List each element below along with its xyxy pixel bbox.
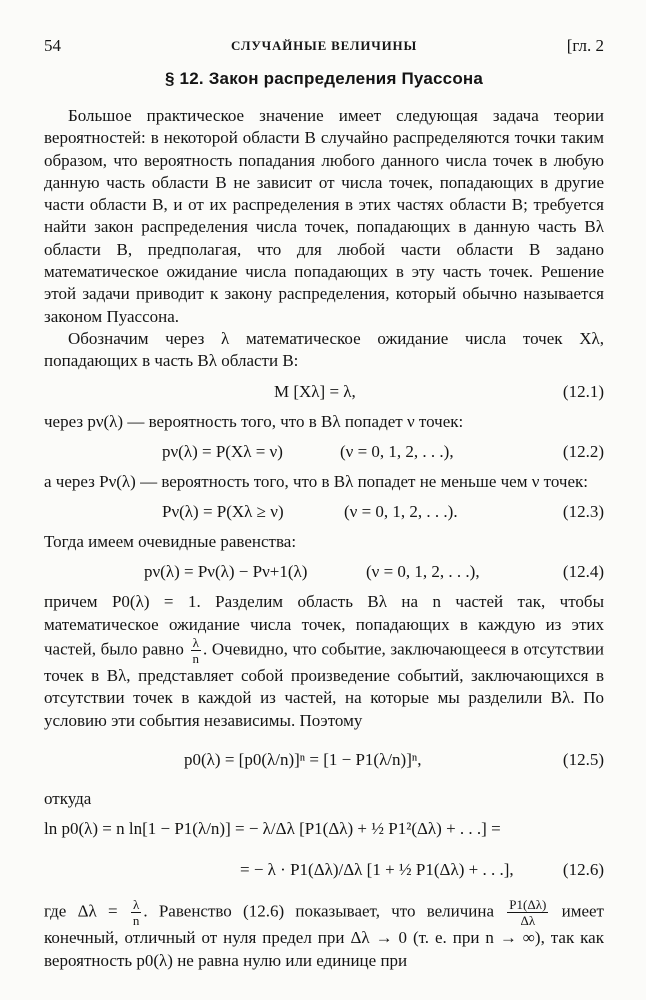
paragraph-8-start: где Δλ = xyxy=(44,901,118,921)
equation-formula: Pν(λ) = P(Xλ ≥ ν) xyxy=(162,502,284,522)
equation-12-4 xyxy=(44,559,604,585)
lambda-over-n-fraction-2: $\frac{\lambda}{n}$ xyxy=(132,897,140,929)
equation-formula: pν(λ) = P(Xλ = ν) xyxy=(162,441,283,461)
paragraph-4: а через Pν(λ) — вероятность того, что в Bλ попадет не меньше чем ν точек: xyxy=(44,471,589,491)
paragraph-8 xyxy=(44,898,604,972)
equation-formula: = − λ · P1(Δλ)/Δλ [1 + ½ P1(Δλ) + . . .], xyxy=(240,860,514,880)
equation-12-2 xyxy=(44,439,604,465)
paragraph-5: Тогда имеем очевидные равенства: xyxy=(44,532,297,552)
paragraph-1: Большое практическое значение имеет следующая задача теории вероятностей: в некоторой области B случайно распределяются точки таким образом, что вероятность попадания любого данного числа точек в любую данную часть области B не зависит от числа точек, попадающих в другие части области B, и от их распределения в этих частях области B; требуется найти закон распределения числа точек, попадающих в данную часть Bλ области B, предполагая, что для любой части области B задано математическое ожидание числа попадающих в эту часть точек. Решение этой задачи приводит к закону распределения, который обычно называется законом Пуассона. xyxy=(44,106,604,326)
equation-condition: (ν = 0, 1, 2, . . .), xyxy=(366,562,480,582)
equation-condition: (ν = 0, 1, 2, . . .), xyxy=(340,441,454,461)
running-header xyxy=(44,36,604,60)
equation-number: (12.1) xyxy=(562,381,604,401)
equation-condition: (ν = 0, 1, 2, . . .). xyxy=(344,502,458,522)
lambda-over-n-fraction: $\frac{\lambda}{n}$ xyxy=(192,635,200,667)
paragraph-8-middle: . Равенство (12.6) показывает, что величина xyxy=(143,901,495,921)
running-title: СЛУЧАЙНЫЕ ВЕЛИЧИНЫ xyxy=(230,38,418,53)
equation-number: (12.5) xyxy=(562,749,604,769)
page-number: 54 xyxy=(44,36,61,55)
equation-formula: p0(λ) = [p0(λ/n)]ⁿ = [1 − P1(λ/n)]ⁿ, xyxy=(184,749,422,769)
section-title: § 12. Закон распределения Пуассона xyxy=(164,69,484,88)
equation-12-5 xyxy=(44,738,604,782)
chapter-label: [гл. 2 xyxy=(566,36,604,55)
paragraph-7: откуда xyxy=(44,788,92,808)
paragraph-6-start: причем P0(λ) = 1. Разделим область Bλ на n частей так, чтобы математическое ожидание числа точек, попадающих в каждую из этих частей, было равно xyxy=(44,592,604,659)
equation-formula: M [Xλ] = λ, xyxy=(274,381,356,401)
paragraph-2: Обозначим через λ математическое ожидание числа точек Xλ, попадающих в часть Bλ области B: xyxy=(44,328,604,371)
page xyxy=(44,36,604,972)
paragraph-6-end: . Очевидно, что событие, заключающееся в отсутствии точек в Bλ, представляет собой произведение событий, заключающихся в отсутствии точек в каждой из частей, на которые мы разделили Bλ. По условию эти события независимы. Поэтому xyxy=(44,639,605,730)
equation-number: (12.2) xyxy=(562,441,604,461)
equation-12-1 xyxy=(44,379,604,405)
paragraph-6 xyxy=(44,591,604,731)
equation-formula: ln p0(λ) = n ln[1 − P1(λ/n)] = − λ/Δλ [P1(Δλ) + ½ P1²(Δλ) + . . .] = xyxy=(44,819,501,839)
equation-12-6-line-2 xyxy=(44,848,604,892)
equation-number: (12.3) xyxy=(562,502,604,522)
paragraph-8-end: имеет конечный, отличный от нуля предел при Δλ → 0 (т. е. при n → ∞), так как вероятность p0(λ) не равна нулю или единице при xyxy=(44,901,604,970)
equation-number: (12.6) xyxy=(562,860,604,880)
equation-12-6-line-1 xyxy=(44,816,604,842)
p1-over-delta-fraction: $\frac{P1(\Delta\lambda)}{\Delta\lambda}$ xyxy=(509,897,547,929)
equation-12-3 xyxy=(44,499,604,525)
paragraph-3: через pν(λ) — вероятность того, что в Bλ попадет ν точек: xyxy=(44,411,464,431)
equation-number: (12.4) xyxy=(562,562,604,582)
equation-formula: pν(λ) = Pν(λ) − Pν+1(λ) xyxy=(144,562,308,582)
